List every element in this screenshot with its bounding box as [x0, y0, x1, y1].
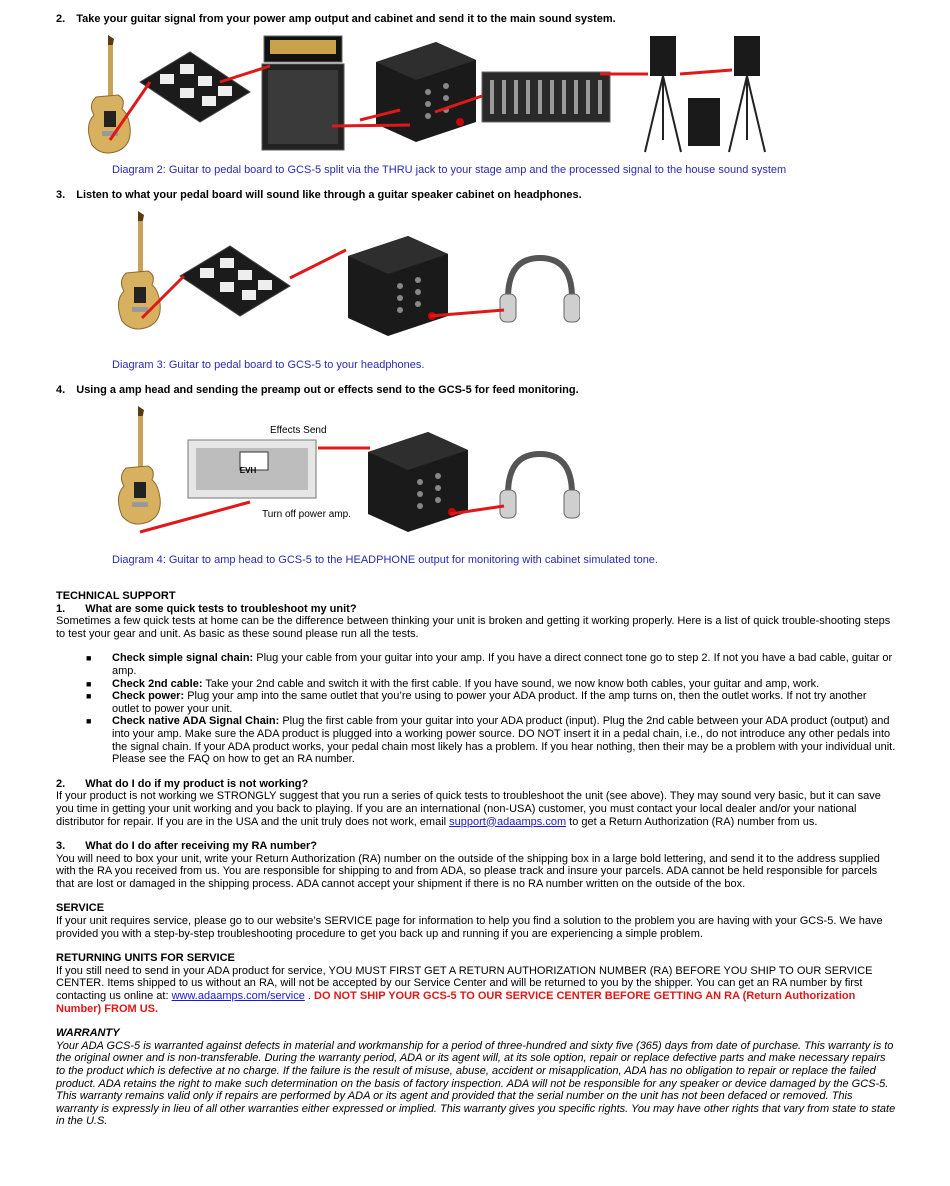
- q3-body: You will need to box your unit, write your Return Authorization (RA) number on the outside of the shipping box in a large bold lettering, and send it to the address supplied with the RA you received from us. You are responsible for shipping to and from ADA, so please track and insure your parcels. ADA cannot be held responsible for parcels that are lost or damaged in the shipping process. ADA cannot accept your shipment if there is no RA number written on the outside of the box.: [56, 852, 880, 890]
- q3-heading: [56, 840, 896, 853]
- q2-heading: [56, 778, 896, 791]
- gcs5-unit-icon: [376, 42, 476, 142]
- section-4-number: 4.: [56, 384, 66, 396]
- guitar-icon: [88, 35, 130, 153]
- diagram-2: [70, 30, 790, 158]
- q1-intro: Sometimes a few quick tests at home can be the difference between thinking your unit is broken and getting it working properly. Here is a list of quick trouble-shooting steps to test your gear and unit. As basic as these sound please run all the tests.: [56, 615, 891, 640]
- q1-heading: [56, 603, 896, 616]
- service-page-link[interactable]: www.adaamps.com/service: [171, 990, 305, 1003]
- section-3-number: 3.: [56, 189, 66, 201]
- evh-logo: EVH: [239, 466, 257, 475]
- list-item: ■ Check native ADA Signal Chain: Plug the first cable from your guitar into your ADA product (input). Plug the 2nd cable between your ADA product (output) and into your amp. Make sure the ADA product is plugged into a working power source. DO NOT insert it in a pedal chain, i.e., do not introduce any other pedals into the signal chain. If your ADA product works, your pedal chain most likely has a problem. If you hear nothing, then their may be a problem with your individual unit. Please see the FAQ on how to get an RA number.: [86, 715, 896, 766]
- q2-number: 2.: [56, 777, 66, 790]
- gcs5-unit-icon: [368, 432, 468, 532]
- diagram-3-caption: Diagram 3: Guitar to pedal board to GCS-5 to your headphones.: [112, 359, 425, 371]
- returning-title: RETURNING UNITS FOR SERVICE: [56, 952, 235, 965]
- headphones-icon: [500, 258, 580, 322]
- service-body: If your unit requires service, please go to our website’s SERVICE page for information to help you find a solution to the problem you are having with your GCS-5. We have provided you with a step-by-step troubleshooting procedure to get you back up and running if you are experiencing a simple problem.: [56, 915, 883, 940]
- section-4-heading: [56, 384, 579, 397]
- effects-send-label: Effects Send: [270, 425, 327, 436]
- test-list: [86, 652, 896, 766]
- list-item: ■ Check 2nd cable: Take your 2nd cable and switch it with the first cable. If you have sound, we now know both cables, your guitar and amp, work.: [86, 677, 820, 690]
- power-amp-label: Turn off power amp.: [262, 509, 351, 520]
- gcs5-unit-icon: [348, 236, 448, 336]
- returning-body: If you still need to send in your ADA product for service, YOU MUST FIRST GET A RETURN AUTHORIZATION NUMBER (RA) BEFORE YOU SHIP TO OUR SERVICE CENTER. Items shipped to us without an RA, will not be accepted by our Service Center and will be returned to you by the shipper. You can get an RA number by first contacting us online at: www.adaamps.com/service . DO NOT SHIP YOUR GCS-5 TO OUR SERVICE CENTER BEFORE GETTING AN RA (Return Authorization Number) FROM US.: [56, 964, 873, 1015]
- q1-title: What are some quick tests to troubleshoot my unit?: [85, 602, 357, 615]
- warranty-body: Your ADA GCS-5 is warranted against defects in material and workmanship for a period of three-hundred and sixty five (365) days from date of purchase. This warranty is to the original owner and is non-transferable. During the warranty period, ADA or its agent will, at its sole option, repair or replace defective parts and make necessary repairs to the product which is defective at no charge. If the failure is the result of misuse, abuse, accident or misapplication, ADA has no obligation to repair or replace the failed product. ADA retains the right to make such determination on the basis of factory inspection. ADA will not be responsible for any speaker or device damaged by the GCS-5. This warranty remains valid only if repairs are performed by ADA or its agent and provided that the serial number on the unit has not been defaced or removed. This warranty is expressly in lieu of all other warranties either expressed or implied. This warranty gives you specific rights. You may have other rights that vary from state to state in the U.S.: [56, 1039, 896, 1128]
- diagram-3: [100, 206, 580, 346]
- technical-support-section: [56, 590, 896, 1128]
- section-2-number: 2.: [56, 13, 66, 25]
- guitar-icon: [118, 211, 160, 329]
- pedalboard-icon: [180, 246, 290, 316]
- pedalboard-icon: [140, 52, 250, 122]
- headphones-icon: [500, 454, 580, 518]
- q1-number: 1.: [56, 602, 66, 615]
- section-2-title: Take your guitar signal from your power amp output and cabinet and send it to the main sound system.: [76, 13, 616, 25]
- stack-amp-icon: [262, 36, 344, 150]
- list-item: ■ Check simple signal chain: Plug your cable from your guitar into your amp. If you have a direct connect tone go to step 2. If not you have a bad cable, guitar or amp.: [86, 652, 893, 677]
- guitar-icon: [118, 406, 160, 524]
- q2-body: If your product is not working we STRONGLY suggest that you run a series of quick tests to troubleshoot the unit (see above). They may sound very basic, but it can save you time in getting your unit working and you back to playing. If you are an international (non-USA) customer, you must contact your local dealer and/or your national distributor for repair. If you are in the USA and the unit truly does not work, email support@adaamps.com to get a Return Authorization (RA) number from us.: [56, 790, 881, 828]
- pa-speakers-icon: [645, 36, 765, 152]
- q3-number: 3.: [56, 840, 66, 853]
- section-3-heading: [56, 189, 582, 202]
- support-email-link[interactable]: support@adaamps.com: [449, 815, 567, 828]
- technical-support-title: TECHNICAL SUPPORT: [56, 590, 176, 602]
- q2-title: What do I do if my product is not working?: [85, 777, 309, 790]
- diagram-2-caption: Diagram 2: Guitar to pedal board to GCS-5 split via the THRU jack to your stage amp and the processed signal to the house sound system: [112, 164, 787, 176]
- section-3-title: Listen to what your pedal board will sound like through a guitar speaker cabinet on headphones.: [76, 189, 582, 201]
- mixer-icon: [482, 72, 610, 122]
- q3-title: What do I do after receiving my RA number?: [85, 840, 318, 853]
- ra-warning: DO NOT SHIP YOUR GCS-5 TO OUR SERVICE CENTER BEFORE GETTING AN RA (Return Authorization Number) FROM US.: [56, 990, 856, 1015]
- list-item: ■ Check power: Plug your amp into the same outlet that you’re using to power your ADA product. If the amp turns on, then the outlet works. If not try another outlet to power your unit.: [86, 690, 867, 715]
- section-2-heading: [56, 13, 616, 26]
- service-title: SERVICE: [56, 902, 105, 915]
- warranty-title: WARRANTY: [56, 1027, 120, 1040]
- diagram-4-caption: Diagram 4: Guitar to amp head to GCS-5 to the HEADPHONE output for monitoring with cabinet simulated tone.: [112, 554, 658, 566]
- section-4-title: Using a amp head and sending the preamp out or effects send to the GCS-5 for feed monitoring.: [76, 384, 579, 396]
